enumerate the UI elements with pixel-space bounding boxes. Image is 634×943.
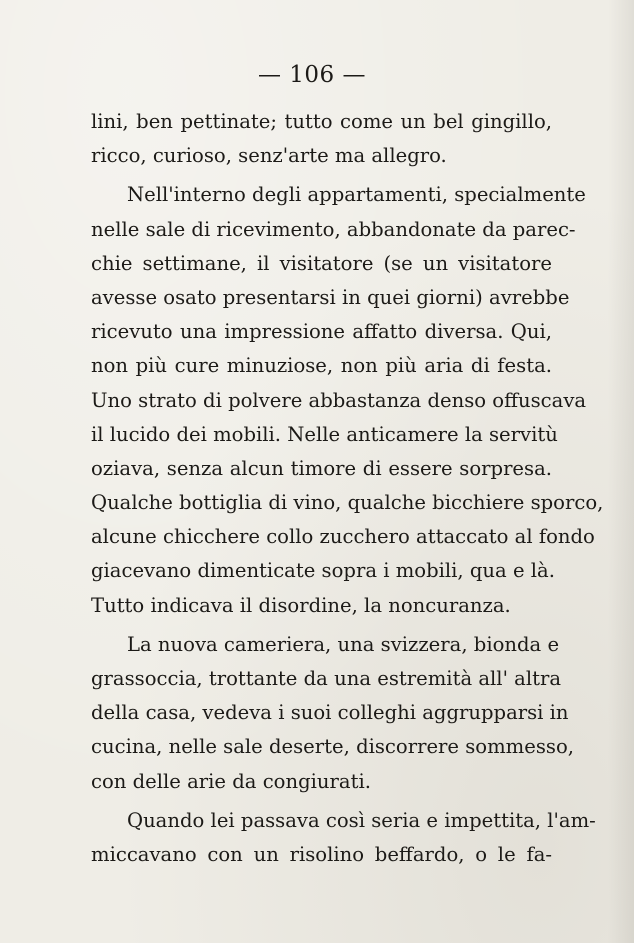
page-edge-shadow: [608, 0, 634, 943]
text-line: avesse osato presentarsi in quei giorni) avrebbe: [91, 285, 570, 309]
text-line: con delle arie da congiurati.: [91, 769, 371, 793]
text-line: il lucido dei mobili. Nelle anticamere la servitù: [91, 422, 558, 446]
text-line: ricco, curioso, senz'arte ma allegro.: [91, 144, 447, 168]
text-line: La nuova cameriera, una svizzera, bionda e: [127, 632, 560, 656]
text-line: Tutto indicava il disordine, la noncuranza.: [91, 593, 511, 617]
text-line: alcune chicchere collo zucchero attaccato al fondo: [91, 525, 595, 549]
text-line: Quando lei passava così seria e impettita, l'am-: [127, 808, 596, 832]
text-line: lini, ben pettinate; tutto come un bel gingillo,: [91, 110, 552, 133]
text-line: miccavano con un risolino beffardo, o le fa-: [91, 842, 552, 866]
text-line: della casa, vedeva i suoi colleghi aggrupparsi in: [91, 701, 569, 725]
text-line: cucina, nelle sale deserte, discorrere sommesso,: [91, 735, 574, 759]
text-line: grassoccia, trottante da una estremità all' altra: [91, 667, 562, 690]
text-line: ricevuto una impressione affatto diversa. Qui,: [91, 320, 552, 344]
text-line: oziava, senza alcun timore di essere sorpresa.: [91, 456, 552, 480]
text-line: Qualche bottiglia di vino, qualche bicchiere sporco,: [91, 491, 604, 515]
text-line: Uno strato di polvere abbastanza denso offuscava: [91, 388, 587, 412]
text-line: giacevano dimenticate sopra i mobili, qua e là.: [91, 559, 555, 583]
text-line: non più cure minuziose, non più aria di festa.: [91, 354, 552, 378]
text-line: chie settimane, il visitatore (se un visitatore: [91, 251, 552, 275]
page-number: — 106 —: [257, 62, 367, 88]
text-line: Nell'interno degli appartamenti, specialmente: [127, 183, 586, 207]
body-text: [91, 105, 604, 872]
text-line: nelle sale di ricevimento, abbandonate da parec-: [91, 217, 576, 241]
